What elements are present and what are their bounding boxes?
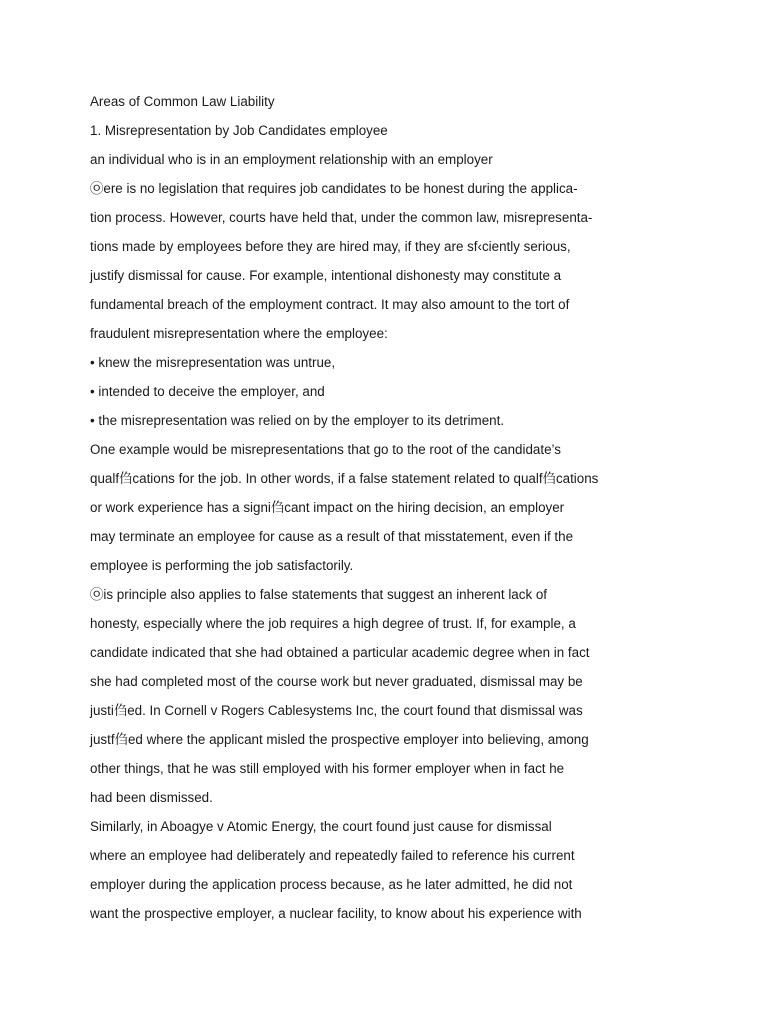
document-body <box>90 87 730 928</box>
text-line: fraudulent misrepresentation where the employee: <box>90 326 388 341</box>
text-line: ㉧ere is no legislation that requires job candidates to be honest during the applica- <box>90 181 578 196</box>
text-line: want the prospective employer, a nuclear facility, to know about his experience with <box>90 906 582 921</box>
text-line: employee is performing the job satisfactorily. <box>90 558 354 573</box>
text-line: employer during the application process because, as he later admitted, he did not <box>90 877 573 892</box>
text-line: tion process. However, courts have held that, under the common law, misrepresenta- <box>90 210 593 225</box>
bullet-item: • knew the misrepresentation was untrue, <box>90 355 336 370</box>
text-line: honesty, especially where the job requires a high degree of trust. If, for example, a <box>90 616 576 631</box>
text-line: justi㑇ed. In Cornell v Rogers Cablesystems Inc, the court found that dismissal was <box>90 703 583 718</box>
bullet-item: • the misrepresentation was relied on by the employer to its detriment. <box>90 413 505 428</box>
text-line: or work experience has a signi㑇cant impact on the hiring decision, an employer <box>90 500 565 515</box>
text-line: candidate indicated that she had obtained a particular academic degree when in fact <box>90 645 590 660</box>
text-line: One example would be misrepresentations that go to the root of the candidate’s <box>90 442 561 457</box>
text-line: qualf㑇cations for the job. In other words, if a false statement related to qualf㑇cations <box>90 471 599 486</box>
text-line: may terminate an employee for cause as a result of that misstatement, even if the <box>90 529 574 544</box>
text-line: fundamental breach of the employment contract. It may also amount to the tort of <box>90 297 570 312</box>
text-line: where an employee had deliberately and repeatedly failed to reference his current <box>90 848 575 863</box>
text-line: justify dismissal for cause. For example, intentional dishonesty may constitute a <box>90 268 562 283</box>
text-line: tions made by employees before they are hired may, if they are sf‹ciently serious, <box>90 239 571 254</box>
bullet-item: • intended to deceive the employer, and <box>90 384 325 399</box>
text-line: justf㑇ed where the applicant misled the prospective employer into believing, among <box>90 732 589 747</box>
section-title: Areas of Common Law Liability <box>90 94 275 109</box>
subsection-heading: 1. Misrepresentation by Job Candidates employee <box>90 123 388 138</box>
text-line: she had completed most of the course work but never graduated, dismissal may be <box>90 674 583 689</box>
text-line: other things, that he was still employed with his former employer when in fact he <box>90 761 565 776</box>
definition-line: an individual who is in an employment relationship with an employer <box>90 152 493 167</box>
text-line: Similarly, in Aboagye v Atomic Energy, the court found just cause for dismissal <box>90 819 552 834</box>
text-line: ㉧is principle also applies to false statements that suggest an inherent lack of <box>90 587 548 602</box>
text-line: had been dismissed. <box>90 790 213 805</box>
